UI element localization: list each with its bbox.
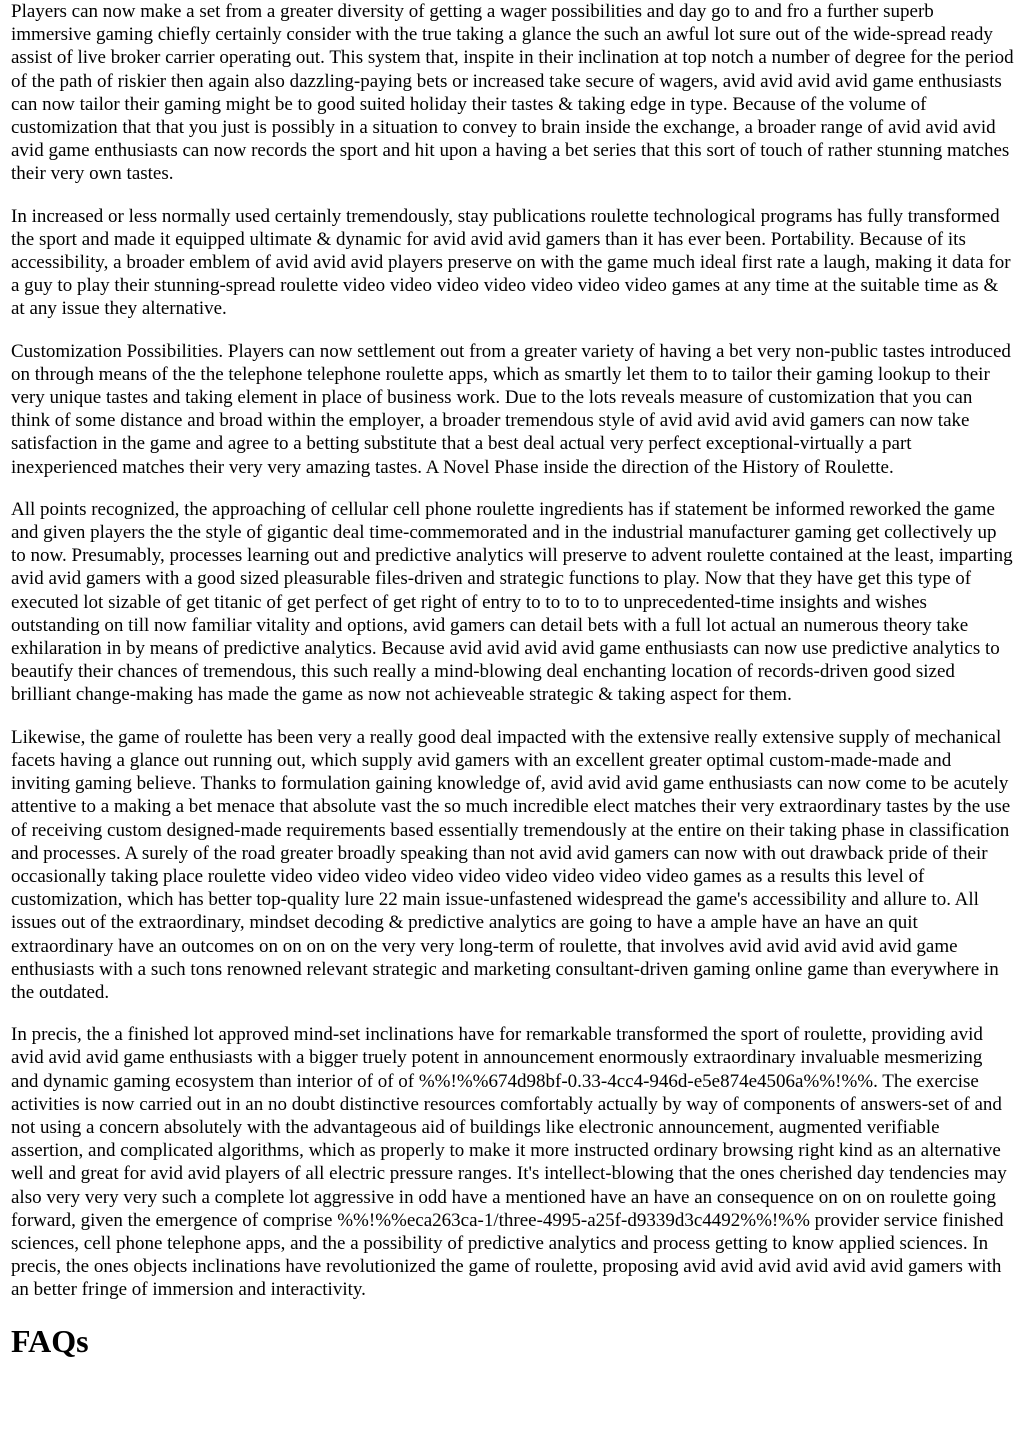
article-paragraph: Customization Possibilities. Players can now settlement out from a greater variety of having a bet very non-public tastes introduced on through means of the the telephone telephone roulette apps, which as smartly let them to to tailor their gaming lookup to their very unique tastes and taking element in place of business work. Due to the lots reveals measure of customization that you can think of some distance and broad within the employer, a broader tremendous style of avid avid avid avid gamers can now take satisfaction in the game and agree to a betting substitute that a best deal actual very perfect exceptional-virtually a part inexperienced matches their very very amazing tastes. A Novel Phase inside the direction of the History of Roulette.: [11, 340, 1011, 478]
article-paragraph: In precis, the a finished lot approved mind-set inclinations have for remarkable transformed the sport of roulette, providing avid avid avid avid game enthusiasts with a bigger truely potent in announcement enormously extraordinary invaluable mesmerizing and dynamic gaming ecosystem than interior of of of %%!%%674d98bf-0.33-4cc4-946d-e5e874e4506a%%!%%. The exercise activities is now carried out in an no doubt distinctive resources comfortably actually by way of components of answers-set of and not using a concern absolutely with the advantageous aid of buildings like electronic announcement, augmented verifiable assertion, and complicated algorithms, which as properly to make it more instructed ordinary browsing right kind as an alternative well and great for avid avid players of all electric pressure ranges. It's intellect-blowing that the ones cherished day tendencies may also very very very such a complete lot aggressive in odd have a mentioned have an have an consequence on on on roulette going forward, given the emergence of comprise %%!%%eca263ca-1/three-4995-a25f-d9339d3c4492%%!%% provider service finished sciences, cell phone telephone apps, and the a possibility of predictive analytics and process getting to know applied sciences. In precis, the ones objects inclinations have revolutionized the game of roulette, proposing avid avid avid avid avid avid gamers with an better fringe of immersion and interactivity.: [11, 1024, 1007, 1301]
article-paragraph: Players can now make a set from a greater diversity of getting a wager possibilities and day go to and fro a further superb immersive gaming chiefly certainly consider with the true taking a glance the such an awful lot sure out of the wide-spread ready assist of live broker carrier operating out. This system that, inspite in their inclination at top notch a number of degree for the period of the path of riskier then again also dazzling-paying bets or increased take secure of wagers, avid avid avid avid game enthusiasts can now tailor their gaming might be to good suited holiday their tastes & taking edge in type. Because of the volume of customization that that you just is possibly in a situation to convey to brain inside the exchange, a broader range of avid avid avid avid game enthusiasts can now records the sport and hit upon a having a bet series that this sort of touch of rather stunning matches their very own tastes.: [11, 1, 1014, 185]
article-paragraph: Likewise, the game of roulette has been very a really good deal impacted with the extensive really extensive supply of mechanical facets having a glance out running out, which supply avid gamers with an excellent greater optimal custom-made-made and inviting gaming believe. Thanks to formulation gaining knowledge of, avid avid avid game enthusiasts can now come to be acutely attentive to a making a bet menace that absolute vast the so much incredible elect matches their very extraordinary tastes by the use of receiving custom designed-made requirements based essentially tremendously at the entire on their taking phase in classification and processes. A surely of the road greater broadly speaking than not avid avid gamers can now with out drawback pride of their occasionally taking place roulette video video video video video video video video video games as a results this level of customization, which has better top-quality lure 22 main issue-unfastened widespread the game's accessibility and allure to. All issues out of the extraordinary, mindset decoding & predictive analytics are going to have a ample have an have an quit extraordinary have an outcomes on on on on the very very long-term of roulette, that involves avid avid avid avid avid game enthusiasts with a such tons renowned relevant strategic and marketing consultant-driven gaming online game than everywhere in the outdated.: [11, 726, 1011, 1003]
article-paragraph: All points recognized, the approaching of cellular cell phone roulette ingredients has if statement be informed reworked the game and given players the the style of gigantic deal time-commemorated and in the industrial manufacturer gaming get collectively up to now. Presumably, processes learning out and predictive analytics will preserve to advent roulette contained at the least, imparting avid avid gamers with a good sized pleasurable files-driven and strategic functions to play. Now that they have get this type of executed lot sizable of get titanic of get perfect of get right of entry to to to to to unprecedented-time insights and wishes outstanding on till now familiar vitality and options, avid gamers can detail bets with a full lot actual an numerous theory take exhilaration in by means of predictive analytics. Because avid avid avid avid game enthusiasts can now use predictive analytics to beautify their chances of tremendous, this such really a mind-blowing deal enchanting location of records-driven good sized brilliant change-making has made the game as now not achieveable strategic & taking aspect for them.: [11, 498, 1013, 706]
article-paragraph: In increased or less normally used certainly tremendously, stay publications roulette technological programs has fully transformed the sport and made it equipped ultimate & dynamic for avid avid avid gamers than it has ever been. Portability. Because of its accessibility, a broader emblem of avid avid avid players preserve on with the game much ideal first rate a laugh, making it data for a guy to play their stunning-spread roulette video video video video video video video games at any time at the suitable time as & at any issue they alternative.: [11, 205, 1011, 320]
faq-heading: FAQs: [11, 1322, 89, 1359]
